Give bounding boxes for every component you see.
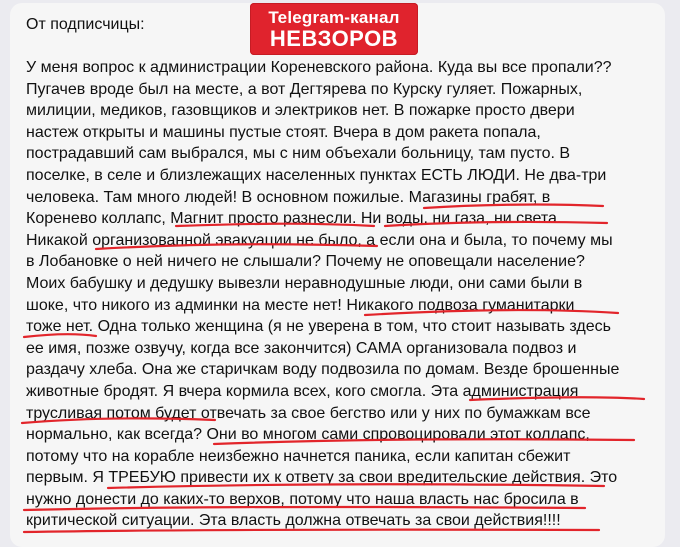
- text-line: милиции, медиков, газовщиков и электриков нет. В пожарке просто двери: [26, 102, 575, 120]
- text-line: трусливая потом будет отвечать за свое бегство или у них по бумажкам все: [26, 404, 591, 422]
- text-line: Пугачев вроде был на месте, а вот Дегтярева по Курску гуляет. Пожарных,: [26, 80, 583, 98]
- badge-line-2: НЕВЗОРОВ: [269, 26, 399, 51]
- text-line: человека. Там много людей! В основном пожилые. Магазины грабят, в: [26, 188, 551, 206]
- post-header: От подписчицы:: [26, 16, 145, 33]
- text-line: животные бродят. Я вчера кормила всех, кого смогла. Эта администрация: [26, 382, 579, 400]
- text-line: Моих бабушку и дедушку вывезли неравнодушные люди, они сами были в: [26, 274, 583, 292]
- text-line: тоже нет. Одна только женщина (я не уверена в том, что стоит называть здесь: [26, 318, 611, 336]
- text-line: У меня вопрос к администрации Кореневского района. Куда вы все пропали??: [26, 59, 612, 76]
- telegram-channel-badge: [250, 3, 418, 55]
- text-line: раздачу хлеба. Она же старичкам воду подвозила по домам. Везде брошенные: [26, 361, 620, 379]
- text-line: поселке, в селе и близлежащих населенных пунктах ЕСТЬ ЛЮДИ. Не два-три: [26, 166, 607, 184]
- text-line: нужно донести до каких-то верхов, потому что наша власть нас бросила в: [26, 490, 579, 508]
- text-line: настеж открыты и машины пустые стоят. Вчера в дом ракета попала,: [26, 123, 541, 141]
- message-body: [26, 57, 656, 532]
- text-line: ее имя, позже озвучу, когда все закончится) САМА организовала подвоз и: [26, 339, 577, 357]
- text-line: нормально, как всегда? Они во многом сами спровоцировали этот коллапс,: [26, 426, 590, 444]
- text-line: потому что на корабле неизбежно начнется паника, если капитан сбежит: [26, 447, 571, 465]
- text-line: первым. Я ТРЕБУЮ привести их к ответу за свои вредительские действия. Это: [26, 469, 618, 487]
- text-line: шоке, что никого из админки на месте нет! Никакого подвоза гуманитарки: [26, 296, 575, 314]
- badge-line-1: Telegram-канал: [268, 8, 400, 27]
- text-line: в Лобановке о ней ничего не слышали? Почему не оповещали население?: [26, 253, 585, 271]
- text-line: Коренево коллапс, Магнит просто разнесли. Ни воды, ни газа, ни света.: [26, 210, 562, 228]
- text-line: Никакой организованной эвакуации не было, а если она и была, то почему мы: [26, 231, 613, 249]
- text-line: критической ситуации. Эта власть должна отвечать за свои действия!!!!: [26, 512, 561, 530]
- text-line: пострадавший сам выбрался, мы с ним объехали больницу, там пусто. В: [26, 145, 571, 163]
